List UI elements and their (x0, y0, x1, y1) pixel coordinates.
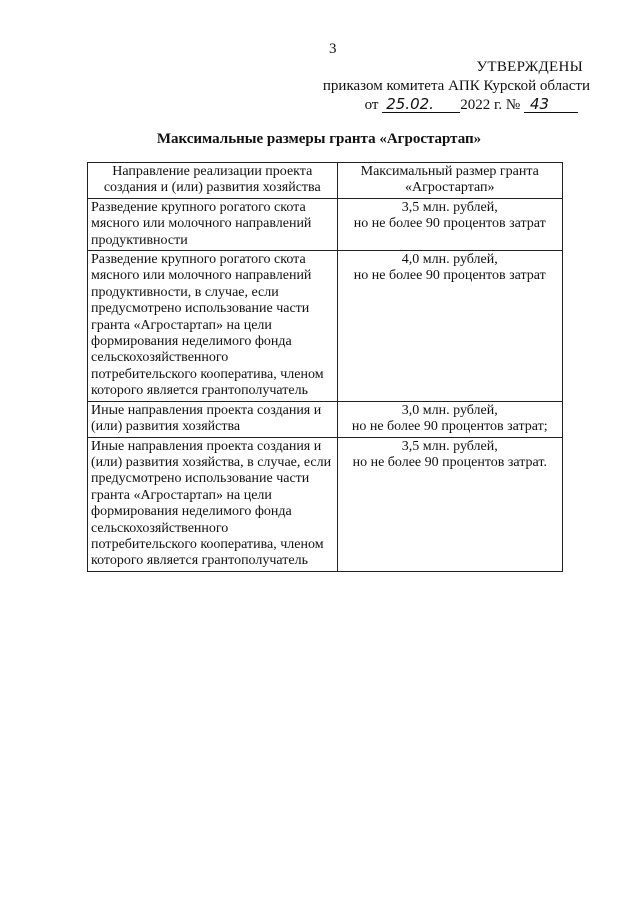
table-row (88, 401, 563, 437)
row-amount: 3,5 млн. рублей, (401, 199, 498, 215)
row-direction: Иные направления проекта создания и (или) развития хозяйства (88, 401, 338, 437)
row-limit: но не более 90 процентов затрат; (351, 419, 548, 435)
table-row (88, 251, 563, 402)
approval-date-line (300, 96, 590, 115)
grant-size-table (87, 162, 563, 572)
approval-order-line: приказом комитета АПК Курской области (322, 78, 590, 94)
handwritten-date: 25.02. (382, 96, 460, 113)
approval-block (300, 58, 590, 115)
row-amount: 3,0 млн. рублей, (401, 402, 498, 418)
page-number: 3 (329, 41, 337, 57)
header-direction: Направление реализации проекта создания и (или) развития хозяйства (88, 163, 338, 199)
row-amount: 3,5 млн. рублей, (401, 438, 498, 454)
row-amount-cell (337, 251, 562, 402)
row-limit: но не более 90 процентов затрат (353, 268, 546, 284)
document-title: Максимальные размеры гранта «Агростартап» (156, 131, 482, 147)
row-direction: Разведение крупного рогатого скота мясного или молочного направлений продуктивности (88, 198, 338, 250)
approval-heading: УТВЕРЖДЕНЫ (476, 59, 583, 75)
row-amount-cell (337, 401, 562, 437)
row-direction: Иные направления проекта создания и (или) развития хозяйства, в случае, если предусмотрено использование части гранта «Агростартап» на цели формирования неделимого фонда сельскохозяйственного потребительского кооператива, членом которого является грантополучатель (88, 437, 338, 571)
row-amount: 4,0 млн. рублей, (401, 252, 498, 268)
row-amount-cell (337, 437, 562, 571)
handwritten-order-number: 43 (524, 96, 578, 113)
header-max-grant: Максимальный размер гранта «Агростартап» (337, 163, 562, 199)
table-row (88, 437, 563, 571)
row-limit: но не более 90 процентов затрат. (352, 454, 547, 470)
row-direction: Разведение крупного рогатого скота мясного или молочного направлений продуктивности, в случае, если предусмотрено использование части гранта «Агростартап» на цели формирования неделимого фонда сельскохозяйственного потребительского кооператива, членом которого является грантополучатель (88, 251, 338, 402)
row-limit: но не более 90 процентов затрат (353, 216, 546, 232)
date-prefix: от (364, 97, 379, 113)
row-amount-cell (337, 198, 562, 250)
table-header-row (88, 163, 563, 199)
year-text: 2022 г. № (460, 97, 521, 113)
table-row (88, 198, 563, 250)
